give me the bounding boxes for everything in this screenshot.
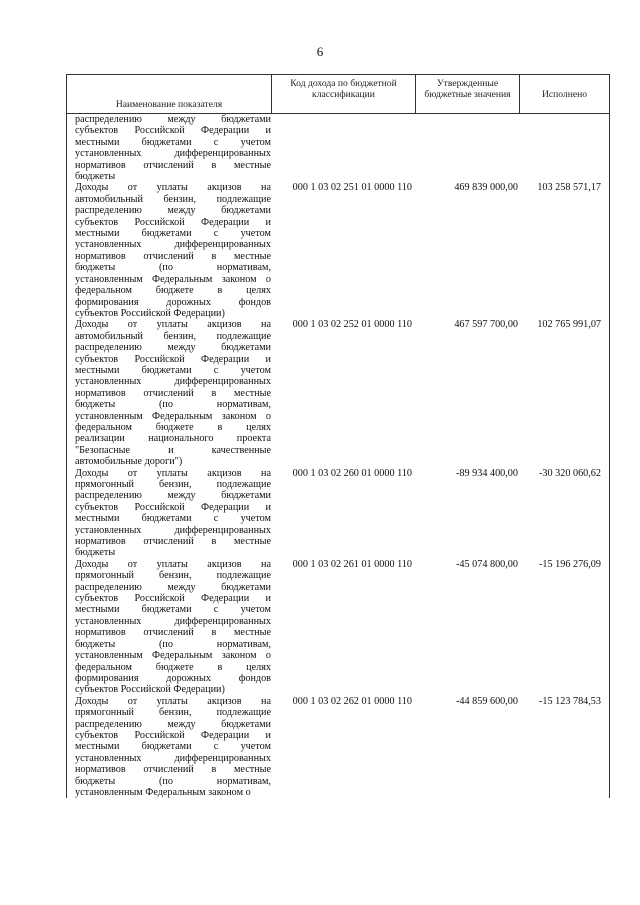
row-name-line: автомобильный бензин, подлежащие	[75, 193, 271, 205]
row-name-line: установленных дифференцированных	[75, 239, 271, 251]
row-name	[67, 559, 272, 696]
row-name-line: установленных дифференцированных	[75, 148, 271, 160]
row-name-line: федеральном бюджете в целях	[75, 285, 271, 297]
row-name-line: установленных дифференцированных	[75, 615, 271, 627]
row-name-line: автомобильный бензин, подлежащие	[75, 330, 271, 342]
table-row	[67, 696, 609, 799]
row-name-line: бюджеты (по нормативам,	[75, 638, 271, 650]
row-name-line: прямогонный бензин, подлежащие	[75, 707, 271, 719]
row-name-line: автомобильные дороги")	[75, 456, 183, 468]
header-done: Исполнено	[541, 88, 588, 100]
row-done: -15 196 276,09	[539, 558, 601, 570]
table-header	[67, 75, 609, 114]
row-name-line: местными бюджетами с учетом	[75, 741, 271, 753]
revenue-table	[66, 74, 610, 798]
row-name-line: местными бюджетами с учетом	[75, 228, 271, 240]
header-code: Код дохода по бюджетной классификации	[272, 75, 416, 113]
row-done: -15 123 784,53	[539, 695, 601, 707]
header-approved: Утвержденные бюджетные значения	[416, 75, 520, 113]
row-name-line: установленных дифференцированных	[75, 524, 271, 536]
row-name-line: нормативов отчислений в местные	[75, 536, 271, 548]
row-name-line: установленных дифференцированных	[75, 752, 271, 764]
row-name-line: субъектов Российской Федерации и	[75, 353, 271, 365]
row-done	[520, 114, 609, 182]
row-name-line: установленным Федеральным законом о	[75, 650, 271, 662]
row-name	[67, 696, 272, 799]
row-name-line: бюджеты (по нормативам,	[75, 399, 271, 411]
row-name-line: Доходы от уплаты акцизов на	[75, 467, 271, 479]
table-row	[67, 182, 609, 319]
row-approved: 467 597 700,00	[454, 319, 518, 331]
row-name-line: распределению между бюджетами	[75, 205, 271, 217]
page-number: 6	[316, 44, 324, 59]
row-name-line: бюджеты (по нормативам,	[75, 262, 271, 274]
row-name-line: местными бюджетами с учетом	[75, 364, 271, 376]
row-name-line: прямогонный бензин, подлежащие	[75, 479, 271, 490]
row-name-line: субъектов Российской Федерации)	[75, 684, 225, 696]
row-approved: -45 074 800,00	[456, 558, 518, 570]
row-name-line: бюджеты	[75, 171, 116, 183]
row-name-line: федеральном бюджете в целях	[75, 661, 271, 673]
row-name-line: Доходы от уплаты акцизов на	[75, 182, 271, 194]
row-name-line: нормативов отчислений в местные	[75, 627, 271, 639]
row-name-line: нормативов отчислений в местные	[75, 159, 271, 171]
row-name-line: местными бюджетами с учетом	[75, 136, 271, 148]
row-name-line: бюджеты	[75, 547, 116, 559]
row-done: 103 258 571,17	[537, 182, 601, 194]
row-name	[67, 319, 272, 467]
row-name-line: установленным Федеральным законом о	[75, 410, 271, 422]
row-done: -30 320 060,62	[539, 467, 601, 479]
row-name-line: реализации национального проекта	[75, 433, 271, 445]
table-row	[67, 468, 609, 559]
row-name-line: субъектов Российской Федерации и	[75, 501, 271, 513]
row-name-line: субъектов Российской Федерации и	[75, 593, 271, 605]
row-code: 000 1 03 02 260 01 0000 110	[292, 467, 412, 479]
row-name-line: распределению между бюджетами	[75, 490, 271, 502]
row-name-line: распределению между бюджетами	[75, 581, 271, 593]
row-name-line: субъектов Российской Федерации и	[75, 729, 271, 741]
row-approved: -89 934 400,00	[456, 467, 518, 479]
row-approved: -44 859 600,00	[456, 695, 518, 707]
row-name-line: установленным Федеральным законом о	[75, 273, 271, 285]
row-name-line: субъектов Российской Федерации)	[75, 307, 225, 319]
row-name-line: местными бюджетами с учетом	[75, 513, 271, 525]
table-row	[67, 319, 609, 467]
row-code: 000 1 03 02 261 01 0000 110	[292, 558, 412, 570]
row-name-line: местными бюджетами с учетом	[75, 604, 271, 616]
row-name	[67, 114, 272, 182]
row-name	[67, 468, 272, 559]
table-row	[67, 559, 609, 696]
row-name-line: бюджеты (по нормативам,	[75, 775, 271, 787]
row-code: 000 1 03 02 252 01 0000 110	[292, 319, 412, 331]
row-name-line: нормативов отчислений в местные	[75, 387, 271, 399]
row-name-line: установленных дифференцированных	[75, 376, 271, 388]
row-name-line: Доходы от уплаты акцизов на	[75, 695, 271, 707]
row-name-line: нормативов отчислений в местные	[75, 250, 271, 262]
row-code	[272, 114, 416, 182]
row-name-line: Доходы от уплаты акцизов на	[75, 558, 271, 570]
row-name-line: установленным Федеральным законом о	[75, 786, 251, 798]
row-name-line: субъектов Российской Федерации и	[75, 125, 271, 137]
row-approved: 469 839 000,00	[454, 182, 518, 194]
row-name-line: нормативов отчислений в местные	[75, 764, 271, 776]
row-code: 000 1 03 02 262 01 0000 110	[292, 695, 412, 707]
row-approved	[416, 114, 520, 182]
row-name-line: формирования дорожных фондов	[75, 296, 271, 308]
row-name-line: "Безопасные и качественные	[75, 444, 271, 456]
header-name: Наименование показателя	[67, 75, 272, 113]
row-name-line: распределению между бюджетами	[75, 114, 271, 125]
table-body	[67, 114, 609, 798]
row-name-line: формирования дорожных фондов	[75, 672, 271, 684]
row-name	[67, 182, 272, 319]
row-code: 000 1 03 02 251 01 0000 110	[292, 182, 412, 194]
row-name-line: прямогонный бензин, подлежащие	[75, 570, 271, 582]
row-name-line: распределению между бюджетами	[75, 718, 271, 730]
row-name-line: субъектов Российской Федерации и	[75, 216, 271, 228]
row-name-line: федеральном бюджете в целях	[75, 421, 271, 433]
row-name-line: распределению между бюджетами	[75, 342, 271, 354]
table-row	[67, 114, 609, 182]
row-name-line: Доходы от уплаты акцизов на	[75, 319, 271, 331]
row-done: 102 765 991,07	[537, 319, 601, 331]
